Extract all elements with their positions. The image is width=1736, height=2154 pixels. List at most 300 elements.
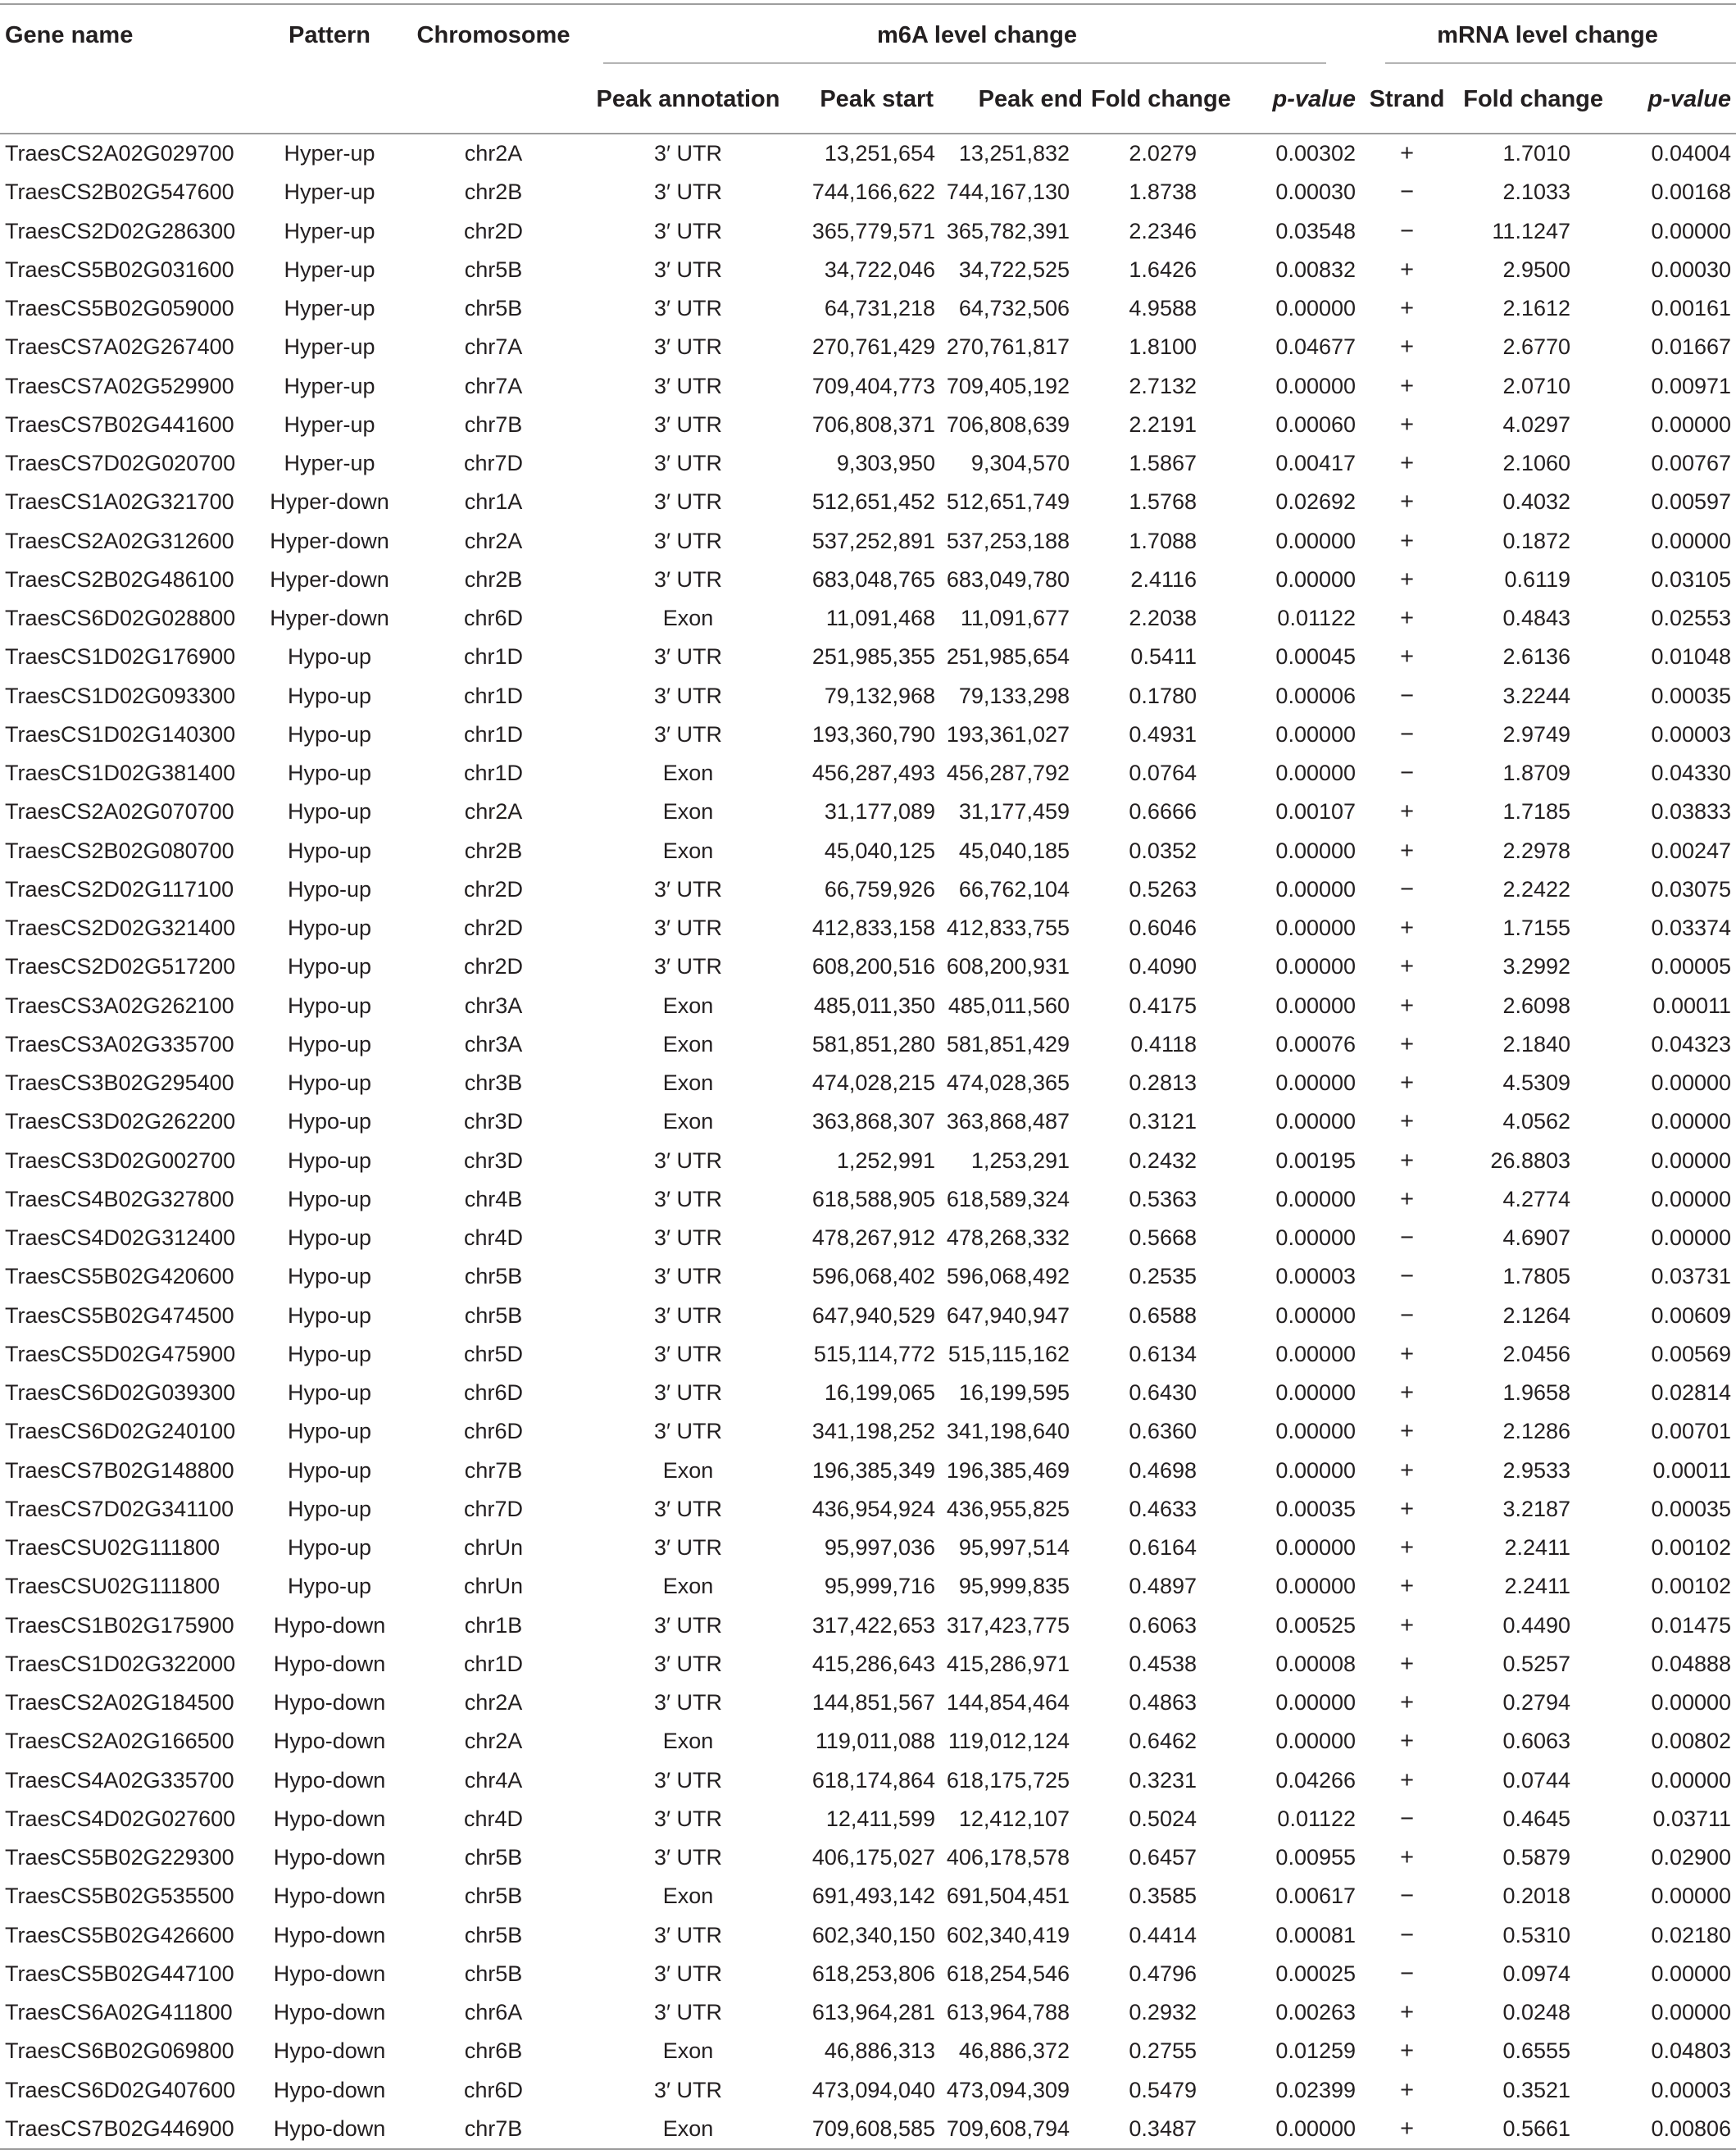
m6a-mrna-table — [0, 3, 1736, 2150]
cell-mrna-pvalue: 0.00000 — [1651, 1147, 1732, 1173]
cell-m6a-pvalue: 0.00000 — [1275, 373, 1357, 398]
cell-pattern: Hyper-up — [284, 141, 375, 166]
cell-mrna-fold-change: 2.2411 — [1504, 1574, 1571, 1599]
cell-strand: + — [1400, 1379, 1414, 1406]
cell-m6a-pvalue: 0.00000 — [1275, 1690, 1357, 1715]
cell-peak-end: 608,200,931 — [946, 954, 1070, 979]
table-row — [0, 444, 1736, 483]
header-row-1 — [0, 4, 1736, 66]
cell-mrna-pvalue: 0.00569 — [1651, 1341, 1732, 1366]
cell-strand: + — [1400, 256, 1414, 283]
cell-peak-annotation: Exon — [662, 838, 714, 863]
cell-peak-annotation: 3′ UTR — [653, 1380, 723, 1406]
col-m6a-fold-change: Fold change — [1091, 66, 1234, 134]
cell-peak-end: 64,732,506 — [958, 296, 1070, 321]
cell-pattern: Hyper-up — [284, 411, 375, 437]
table-row — [0, 367, 1736, 406]
cell-gene-name: TraesCS7D02G020700 — [5, 451, 236, 476]
table-row — [0, 251, 1736, 289]
cell-gene-name: TraesCS1A02G321700 — [5, 489, 234, 515]
cell-gene-name: TraesCS3A02G262100 — [5, 993, 234, 1018]
cell-peak-annotation: 3′ UTR — [653, 1806, 723, 1831]
cell-strand: + — [1400, 295, 1414, 322]
cell-peak-end: 436,955,825 — [946, 1496, 1070, 1521]
cell-pattern: Hypo-up — [287, 916, 372, 941]
table-row — [0, 793, 1736, 831]
cell-peak-start: 581,851,280 — [811, 1031, 935, 1057]
cell-peak-annotation: Exon — [595, 2110, 781, 2149]
cell-peak-annotation: 3′ UTR — [653, 257, 723, 282]
cell-mrna-pvalue: 0.00011 — [1652, 1457, 1732, 1483]
cell-pattern: Hypo-up — [287, 1380, 372, 1406]
group-m6a-level-change: m6A level change — [595, 4, 1359, 66]
cell-mrna-pvalue: 0.04888 — [1651, 1651, 1732, 1676]
cell-m6a-pvalue: 0.00025 — [1275, 1961, 1357, 1986]
cell-mrna-pvalue: 0.02900 — [1651, 1845, 1732, 1870]
cell-mrna-pvalue: 0.03731 — [1651, 1264, 1732, 1289]
cell-m6a-pvalue: 0.00045 — [1275, 644, 1357, 670]
cell-mrna-fold-change: 2.1286 — [1502, 1419, 1571, 1444]
cell-peak-start: 436,954,924 — [811, 1496, 935, 1521]
cell-chromosome: chr3B — [464, 1070, 523, 1096]
cell-m6a-fold-change: 0.5411 — [1130, 644, 1197, 670]
cell-mrna-fold-change: 1.7185 — [1502, 799, 1571, 825]
cell-pattern: Hypo-down — [273, 1651, 386, 1676]
cell-strand: + — [1400, 1070, 1414, 1097]
cell-mrna-pvalue: 0.01667 — [1651, 334, 1732, 360]
cell-peak-end: 474,028,365 — [946, 1070, 1070, 1096]
cell-peak-end: 317,423,775 — [946, 1612, 1070, 1638]
cell-m6a-pvalue: 0.00008 — [1275, 1651, 1357, 1676]
col-peak-annotation: Peak annotation — [595, 66, 781, 134]
cell-pattern: Hypo-up — [287, 721, 372, 747]
cell-chromosome: chr2D — [463, 876, 524, 902]
cell-m6a-pvalue: 0.00000 — [1275, 1341, 1357, 1366]
cell-peak-annotation: 3′ UTR — [653, 1612, 723, 1638]
col-strand: Strand — [1359, 66, 1455, 134]
table-row — [0, 1412, 1736, 1451]
cell-peak-start: 196,385,349 — [811, 1457, 935, 1483]
cell-peak-end: 12,412,107 — [958, 1806, 1070, 1831]
cell-peak-start: 144,851,567 — [811, 1690, 935, 1715]
cell-m6a-pvalue: 0.03548 — [1275, 218, 1357, 243]
cell-chromosome: chr2B — [464, 838, 523, 863]
cell-gene-name: TraesCS6D02G240100 — [5, 1419, 236, 1444]
cell-mrna-pvalue: 0.04004 — [1651, 141, 1732, 166]
cell-peak-start: 341,198,252 — [811, 1419, 935, 1444]
cell-chromosome: chr6D — [463, 606, 524, 631]
cell-mrna-pvalue: 0.00609 — [1651, 1302, 1732, 1328]
cell-mrna-pvalue: 0.00000 — [1651, 218, 1732, 243]
cell-m6a-fold-change: 0.5479 — [1129, 2077, 1197, 2102]
cell-pattern: Hypo-up — [287, 876, 372, 902]
cell-peak-annotation: Exon — [662, 1109, 714, 1134]
cell-chromosome: chr5B — [464, 1922, 523, 1947]
cell-gene-name: TraesCS5D02G475900 — [5, 1341, 236, 1366]
cell-chromosome: chr2D — [463, 954, 524, 979]
cell-chromosome: chr3D — [463, 1109, 524, 1134]
cell-strand: + — [1400, 1340, 1414, 1367]
cell-peak-end: 406,178,578 — [946, 1845, 1070, 1870]
cell-peak-start: 618,253,806 — [811, 1961, 935, 1986]
cell-gene-name: TraesCS6D02G407600 — [5, 2077, 236, 2102]
cell-peak-annotation: 3′ UTR — [653, 451, 723, 476]
cell-peak-end: 1,253,291 — [970, 1147, 1070, 1173]
cell-pattern: Hyper-up — [284, 373, 375, 398]
cell-pattern: Hypo-down — [273, 1612, 386, 1638]
cell-peak-end: 709,405,192 — [946, 373, 1070, 398]
cell-peak-end: 602,340,419 — [946, 1922, 1070, 1947]
cell-strand: + — [1400, 1495, 1414, 1522]
cell-gene-name: TraesCS5B02G447100 — [5, 1961, 234, 1986]
cell-peak-end: 744,167,130 — [946, 180, 1070, 205]
cell-m6a-pvalue: 0.02399 — [1275, 2077, 1357, 2102]
cell-pattern: Hypo-up — [287, 1186, 372, 1211]
cell-mrna-pvalue: 0.00000 — [1651, 1884, 1732, 1909]
cell-pattern: Hypo-down — [273, 1767, 386, 1793]
cell-mrna-fold-change: 2.0456 — [1502, 1341, 1571, 1366]
cell-m6a-fold-change: 0.4414 — [1129, 1922, 1197, 1947]
cell-strand: − — [1400, 1883, 1414, 1910]
cell-strand: + — [1400, 566, 1414, 593]
cell-mrna-pvalue: 0.00005 — [1651, 954, 1732, 979]
cell-chromosome: chr2D — [463, 218, 524, 243]
cell-m6a-pvalue: 0.00000 — [1234, 2110, 1359, 2149]
cell-mrna-fold-change: 0.5879 — [1502, 1845, 1571, 1870]
table-row — [0, 1993, 1736, 2032]
cell-mrna-fold-change: 0.1872 — [1502, 528, 1571, 553]
cell-mrna-fold-change: 0.4032 — [1502, 489, 1571, 515]
cell-mrna-pvalue: 0.00802 — [1651, 1729, 1732, 1754]
cell-m6a-pvalue: 0.00000 — [1275, 1419, 1357, 1444]
cell-mrna-pvalue: 0.00003 — [1651, 721, 1732, 747]
cell-chromosome: chr4D — [463, 1225, 524, 1251]
cell-m6a-fold-change: 0.6457 — [1129, 1845, 1197, 1870]
cell-gene-name: TraesCS2A02G166500 — [5, 1729, 234, 1754]
cell-mrna-pvalue: 0.00000 — [1651, 1070, 1732, 1096]
table-row — [0, 483, 1736, 521]
table-row — [0, 1335, 1736, 1374]
cell-peak-start: 193,360,790 — [811, 721, 935, 747]
cell-gene-name: TraesCS4B02G327800 — [5, 1186, 234, 1211]
cell-gene-name: TraesCS5B02G535500 — [5, 1884, 234, 1909]
col-gene-name: Gene name — [5, 21, 134, 48]
cell-m6a-pvalue: 0.01122 — [1277, 1806, 1357, 1831]
cell-mrna-fold-change: 0.4490 — [1502, 1612, 1571, 1638]
cell-peak-annotation: 3′ UTR — [653, 1845, 723, 1870]
table-row — [0, 987, 1736, 1025]
cell-pattern: Hypo-up — [287, 1070, 372, 1096]
cell-mrna-fold-change: 2.2422 — [1502, 876, 1571, 902]
cell-strand: + — [1400, 1650, 1414, 1677]
cell-gene-name: TraesCS5B02G059000 — [5, 296, 234, 321]
cell-chromosome: chr5B — [464, 1845, 523, 1870]
cell-gene-name: TraesCS1D02G381400 — [5, 761, 236, 786]
cell-peak-end: 618,254,546 — [946, 1961, 1070, 1986]
table-row — [0, 406, 1736, 444]
cell-m6a-pvalue: 0.00263 — [1275, 2000, 1357, 2025]
cell-gene-name: TraesCS1D02G176900 — [5, 644, 236, 670]
table-row — [0, 1374, 1736, 1412]
cell-pattern: Hypo-up — [287, 1109, 372, 1134]
cell-chromosome: chr7A — [464, 334, 523, 360]
cell-gene-name: TraesCS5B02G426600 — [5, 1922, 234, 1947]
cell-gene-name: TraesCSU02G111800 — [5, 1535, 220, 1561]
cell-peak-annotation: 3′ UTR — [653, 1690, 723, 1715]
cell-m6a-fold-change: 0.4863 — [1129, 1690, 1197, 1715]
cell-mrna-fold-change: 2.1033 — [1502, 180, 1571, 205]
cell-peak-start: 365,779,571 — [811, 218, 935, 243]
cell-chromosome: chr4B — [464, 1186, 523, 1211]
cell-gene-name: TraesCS1D02G093300 — [5, 683, 236, 708]
cell-peak-end: 45,040,185 — [958, 838, 1070, 863]
cell-peak-annotation: 3′ UTR — [653, 1225, 723, 1251]
cell-peak-annotation: 3′ UTR — [653, 954, 723, 979]
cell-m6a-pvalue: 0.00000 — [1275, 916, 1357, 941]
cell-chromosome: chrUn — [463, 1574, 524, 1599]
cell-peak-start: 596,068,402 — [811, 1264, 935, 1289]
table-row — [0, 212, 1736, 251]
cell-peak-start: 515,114,772 — [813, 1341, 935, 1366]
cell-pattern: Hypo-up — [287, 993, 372, 1018]
cell-peak-end: 66,762,104 — [958, 876, 1070, 902]
cell-m6a-fold-change: 0.3121 — [1129, 1109, 1197, 1134]
cell-chromosome: chr2B — [464, 566, 523, 592]
cell-peak-end: 512,651,749 — [946, 489, 1070, 515]
cell-pattern: Hyper-down — [270, 566, 389, 592]
cell-mrna-fold-change: 0.2794 — [1502, 1690, 1571, 1715]
cell-m6a-fold-change: 0.4175 — [1129, 993, 1197, 1018]
cell-mrna-fold-change: 0.4645 — [1502, 1806, 1571, 1831]
cell-m6a-pvalue: 0.00003 — [1275, 1264, 1357, 1289]
cell-peak-end: 119,012,124 — [948, 1729, 1070, 1754]
cell-mrna-fold-change: 2.1060 — [1502, 451, 1571, 476]
cell-mrna-pvalue: 0.04330 — [1651, 761, 1732, 786]
cell-m6a-pvalue: 0.00000 — [1275, 296, 1357, 321]
cell-pattern: Hypo-down — [273, 1729, 386, 1754]
cell-m6a-pvalue: 0.00832 — [1275, 257, 1357, 282]
col-peak-start: Peak start — [781, 66, 942, 134]
cell-mrna-pvalue: 0.03833 — [1651, 799, 1732, 825]
cell-m6a-pvalue: 0.00195 — [1275, 1147, 1357, 1173]
cell-peak-end: 618,175,725 — [946, 1767, 1070, 1793]
cell-gene-name: TraesCS3D02G262200 — [5, 1109, 236, 1134]
cell-peak-start: 478,267,912 — [811, 1225, 935, 1251]
cell-pattern: Hyper-up — [284, 296, 375, 321]
cell-peak-start: 406,175,027 — [811, 1845, 935, 1870]
cell-gene-name: TraesCS4A02G335700 — [5, 1767, 234, 1793]
cell-pattern: Hypo-down — [267, 2110, 392, 2149]
cell-peak-annotation: 3′ UTR — [653, 180, 723, 205]
cell-mrna-fold-change: 1.7155 — [1502, 916, 1571, 941]
table-row — [0, 1219, 1736, 1257]
cell-mrna-fold-change: 2.6770 — [1502, 334, 1571, 360]
cell-peak-end: 683,049,780 — [946, 566, 1070, 592]
table-row — [0, 173, 1736, 211]
cell-peak-start: 34,722,046 — [824, 257, 935, 282]
cell-mrna-fold-change: 2.6098 — [1502, 993, 1571, 1018]
cell-chromosome: chr7B — [464, 1457, 523, 1483]
cell-gene-name: TraesCS2A02G312600 — [5, 528, 234, 553]
cell-peak-start: 270,761,429 — [811, 334, 935, 360]
cell-peak-start: 317,422,653 — [811, 1612, 935, 1638]
cell-mrna-fold-change: 0.2018 — [1502, 1884, 1571, 1909]
cell-m6a-fold-change: 0.6666 — [1129, 799, 1197, 825]
table-row — [0, 1142, 1736, 1180]
cell-mrna-fold-change: 4.5309 — [1502, 1070, 1571, 1096]
cell-peak-start: 12,411,599 — [825, 1806, 935, 1831]
cell-strand: − — [1400, 1921, 1414, 1948]
table-row — [0, 1645, 1736, 1684]
cell-peak-end: 706,808,639 — [946, 411, 1070, 437]
cell-mrna-fold-change: 2.1264 — [1502, 1302, 1571, 1328]
cell-gene-name: TraesCS2B02G080700 — [5, 838, 234, 863]
cell-gene-name: TraesCS3D02G002700 — [5, 1147, 236, 1173]
cell-peak-end: 270,761,817 — [946, 334, 1070, 360]
cell-peak-end: 647,940,947 — [946, 1302, 1070, 1328]
cell-m6a-fold-change: 0.6588 — [1129, 1302, 1197, 1328]
cell-peak-annotation: 3′ UTR — [653, 334, 723, 360]
cell-m6a-pvalue: 0.00000 — [1275, 1380, 1357, 1406]
cell-peak-annotation: 3′ UTR — [653, 1651, 723, 1676]
cell-strand: + — [1400, 1418, 1414, 1445]
cell-gene-name: TraesCS2D02G517200 — [5, 954, 236, 979]
cell-peak-annotation: 3′ UTR — [653, 566, 723, 592]
cell-pattern: Hypo-up — [287, 761, 372, 786]
cell-mrna-fold-change: 0.5310 — [1502, 1922, 1571, 1947]
cell-mrna-pvalue: 0.00767 — [1651, 451, 1732, 476]
cell-peak-end: 34,722,525 — [958, 257, 1070, 282]
m6a-pvalue-label: p-value — [1272, 85, 1357, 112]
cell-gene-name: TraesCS1B02G175900 — [5, 1612, 234, 1638]
cell-chromosome: chr2A — [464, 1729, 523, 1754]
cell-gene-name: TraesCS2B02G486100 — [5, 566, 234, 592]
cell-strand: + — [1400, 334, 1414, 361]
cell-pattern: Hypo-down — [273, 2038, 386, 2064]
cell-pattern: Hypo-up — [287, 1031, 372, 1057]
table-row — [0, 289, 1736, 328]
cell-strand: + — [1400, 1573, 1414, 1600]
cell-mrna-fold-change: 1.9658 — [1502, 1380, 1571, 1406]
cell-strand: + — [1400, 2038, 1414, 2065]
cell-gene-name: TraesCS1D02G322000 — [5, 1651, 236, 1676]
cell-m6a-pvalue: 0.00000 — [1275, 1457, 1357, 1483]
cell-chromosome: chrUn — [463, 1535, 524, 1561]
cell-gene-name: TraesCS6B02G069800 — [5, 2038, 234, 2064]
cell-peak-end: 581,851,429 — [946, 1031, 1070, 1057]
cell-mrna-pvalue: 0.00000 — [1651, 1690, 1732, 1715]
cell-chromosome: chr7B — [392, 2110, 595, 2149]
cell-m6a-fold-change: 0.0764 — [1129, 761, 1197, 786]
cell-chromosome: chr5B — [464, 1264, 523, 1289]
cell-mrna-fold-change: 2.9533 — [1502, 1457, 1571, 1483]
cell-m6a-pvalue: 0.00000 — [1275, 721, 1357, 747]
table-row — [0, 328, 1736, 366]
cell-mrna-fold-change: 26.8803 — [1490, 1147, 1571, 1173]
cell-m6a-fold-change: 1.5768 — [1129, 489, 1197, 515]
cell-m6a-pvalue: 0.00000 — [1275, 1574, 1357, 1599]
cell-mrna-pvalue: 0.04323 — [1651, 1031, 1732, 1057]
cell-peak-start: 46,886,313 — [824, 2038, 935, 2064]
cell-m6a-fold-change: 0.6046 — [1129, 916, 1197, 941]
cell-peak-start: 415,286,643 — [811, 1651, 935, 1676]
cell-m6a-pvalue: 0.00060 — [1275, 411, 1357, 437]
table-row — [0, 134, 1736, 173]
table-row — [0, 1877, 1736, 1915]
cell-peak-annotation: 3′ UTR — [653, 1767, 723, 1793]
cell-mrna-pvalue: 0.00035 — [1651, 683, 1732, 708]
cell-peak-start: 618,174,864 — [811, 1767, 935, 1793]
cell-mrna-fold-change: 2.1840 — [1502, 1031, 1571, 1057]
cell-strand: − — [1400, 1805, 1414, 1832]
cell-pattern: Hypo-down — [273, 1806, 386, 1831]
cell-peak-annotation: Exon — [662, 1884, 714, 1909]
cell-m6a-pvalue: 0.00006 — [1275, 683, 1357, 708]
cell-peak-annotation: Exon — [662, 2038, 714, 2064]
cell-mrna-pvalue: 0.00102 — [1651, 1574, 1732, 1599]
table-row — [0, 716, 1736, 754]
cell-peak-annotation: 3′ UTR — [653, 1535, 723, 1561]
table-row — [0, 2071, 1736, 2110]
cell-mrna-pvalue: 0.00011 — [1652, 993, 1732, 1018]
cell-peak-annotation: Exon — [662, 1729, 714, 1754]
cell-gene-name: TraesCS5B02G420600 — [5, 1264, 234, 1289]
cell-m6a-fold-change: 2.0279 — [1129, 141, 1197, 166]
cell-peak-annotation: 3′ UTR — [653, 296, 723, 321]
cell-mrna-pvalue: 0.02814 — [1651, 1380, 1732, 1406]
cell-peak-end: 46,886,372 — [958, 2038, 1070, 2064]
cell-pattern: Hypo-down — [273, 2077, 386, 2102]
cell-pattern: Hypo-up — [287, 1496, 372, 1521]
cell-chromosome: chr2A — [464, 799, 523, 825]
cell-chromosome: chr4A — [464, 1767, 523, 1793]
table-row — [0, 2032, 1736, 2070]
cell-chromosome: chr7B — [464, 411, 523, 437]
cell-m6a-fold-change: 0.6430 — [1129, 1380, 1197, 1406]
cell-peak-annotation: 3′ UTR — [653, 489, 723, 515]
cell-chromosome: chr5B — [464, 257, 523, 282]
table-row — [0, 1761, 1736, 1800]
cell-m6a-fold-change: 2.7132 — [1129, 373, 1197, 398]
cell-mrna-fold-change: 4.6907 — [1502, 1225, 1571, 1251]
table-row — [0, 638, 1736, 676]
cell-pattern: Hypo-up — [287, 1302, 372, 1328]
cell-mrna-fold-change: 1.7805 — [1502, 1264, 1571, 1289]
cell-peak-end: 473,094,309 — [946, 2077, 1070, 2102]
cell-m6a-fold-change: 2.2191 — [1129, 411, 1197, 437]
table-row — [0, 1529, 1736, 1567]
table-row — [0, 1800, 1736, 1838]
cell-peak-start: 251,985,355 — [811, 644, 935, 670]
cell-strand: + — [1400, 1689, 1414, 1716]
cell-gene-name: TraesCS2D02G117100 — [5, 876, 234, 902]
cell-peak-start: 647,940,529 — [811, 1302, 935, 1328]
table-row — [0, 2110, 1736, 2149]
cell-m6a-fold-change: 0.2432 — [1129, 1147, 1197, 1173]
cell-peak-annotation: 3′ UTR — [653, 1341, 723, 1366]
cell-chromosome: chr5D — [463, 1341, 524, 1366]
cell-peak-start: 66,759,926 — [824, 876, 935, 902]
cell-peak-annotation: 3′ UTR — [653, 644, 723, 670]
cell-gene-name: TraesCS5B02G474500 — [5, 1302, 234, 1328]
cell-m6a-fold-change: 0.3231 — [1129, 1767, 1197, 1793]
cell-m6a-pvalue: 0.04677 — [1275, 334, 1357, 360]
cell-mrna-fold-change: 2.1612 — [1502, 296, 1571, 321]
cell-gene-name: TraesCS6D02G039300 — [5, 1380, 236, 1406]
cell-peak-annotation: 3′ UTR — [653, 528, 723, 553]
col-mrna-fold-change: Fold change — [1455, 66, 1611, 134]
cell-peak-start: 11,091,468 — [825, 606, 935, 631]
